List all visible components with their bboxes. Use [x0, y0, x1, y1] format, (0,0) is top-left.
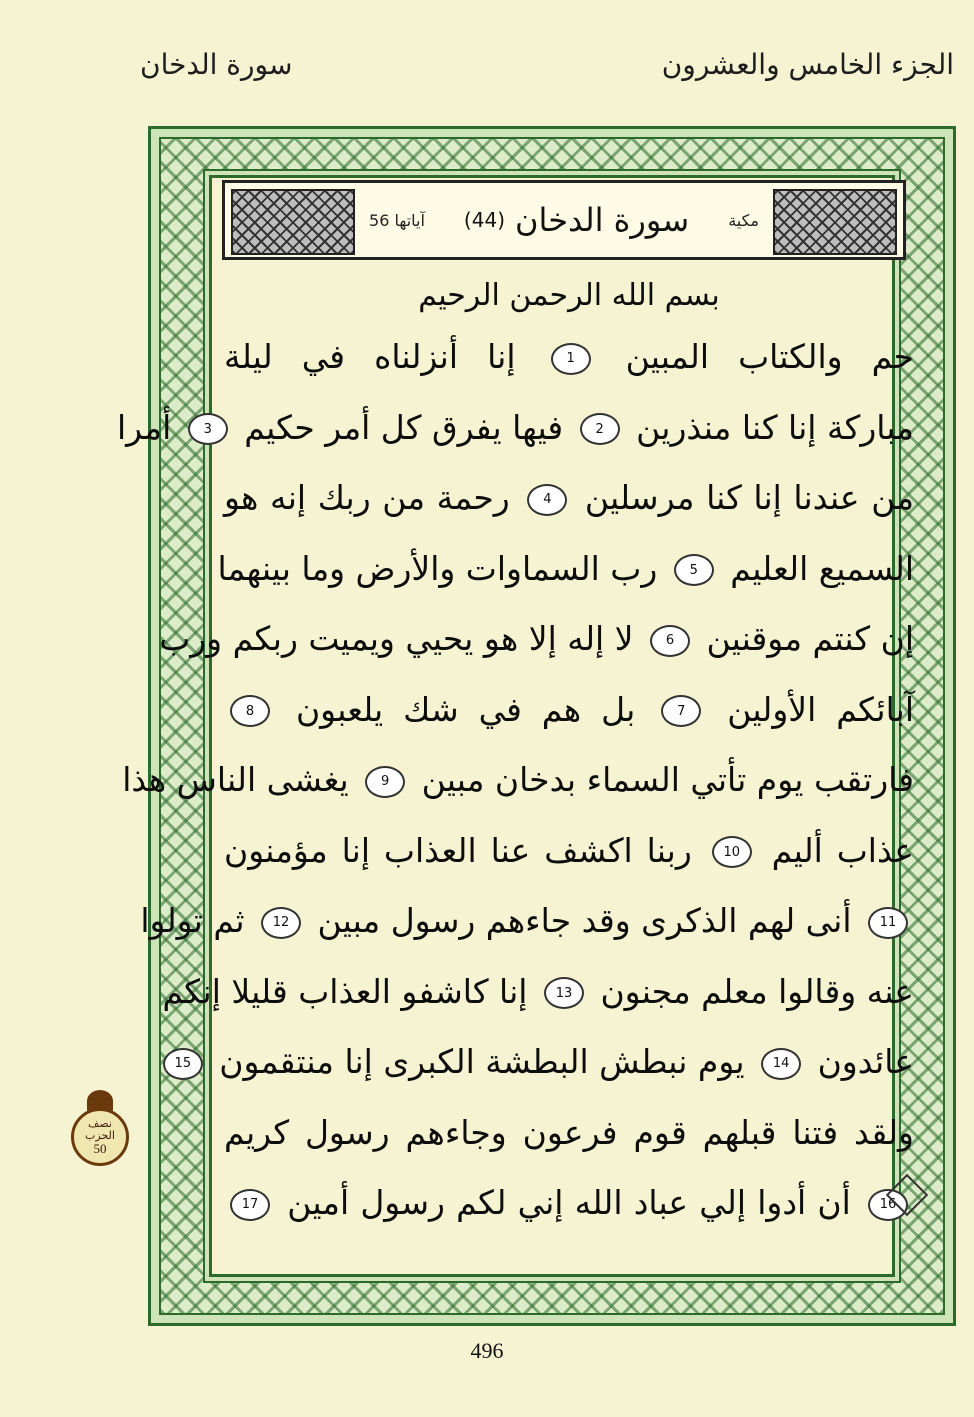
verse-text: أمرا	[117, 407, 182, 447]
ayah-number-marker: 10	[712, 836, 752, 868]
banner-ornament-left	[231, 189, 355, 255]
juz-header: الجزء الخامس والعشرون	[661, 48, 954, 81]
verse-lines	[117, 322, 914, 1239]
verse-text: مباركة إنا كنا منذرين	[625, 407, 914, 447]
ayah-number-marker: 2	[580, 413, 620, 445]
basmala: بسم الله الرحمن الرحيم	[418, 278, 720, 313]
revelation-type: مكية	[728, 210, 759, 230]
surah-number-value: 44	[471, 208, 498, 232]
verse-line	[117, 393, 914, 464]
verse-text: ثم تولوا	[140, 901, 255, 940]
verse-text: أن أدوا إلي عباد الله إني لكم رسول أمين	[276, 1183, 862, 1222]
verse-text: ولقد فتنا قبلهم قوم فرعون وجاءهم رسول كريم	[224, 1112, 914, 1152]
surah-title-text: سورة الدخان	[515, 201, 690, 239]
verse-line	[224, 675, 914, 746]
verse-text: آبائكم الأولين	[707, 689, 914, 729]
ayah-number-marker: 9	[365, 766, 405, 798]
ayah-number-marker: 3	[188, 413, 228, 445]
hizb-medallion	[71, 1108, 129, 1166]
ayah-number-marker: 16	[868, 1189, 908, 1221]
verse-text: فيها يفرق كل أمر حكيم	[233, 407, 574, 447]
ayah-number-marker: 1	[551, 343, 591, 375]
verse-text: يغشى الناس هذا	[122, 760, 360, 799]
surah-number: (44)	[463, 208, 505, 232]
verse-line	[174, 1027, 914, 1098]
ayah-number-marker: 15	[163, 1048, 203, 1080]
ayah-number-marker: 13	[544, 977, 584, 1009]
verse-line	[224, 1098, 914, 1169]
hizb-number: 50	[93, 1140, 107, 1156]
ayah-number-marker: 11	[868, 907, 908, 939]
banner-center	[355, 187, 773, 253]
verse-line	[140, 886, 914, 957]
verse-text: فارتقب يوم تأتي السماء بدخان مبين	[411, 760, 914, 799]
verse-text: إنا كاشفو العذاب قليلا إنكم	[162, 971, 538, 1011]
verse-text: أنى لهم الذكرى وقد جاءهم رسول مبين	[307, 901, 862, 940]
verse-text: عنه وقالوا معلم مجنون	[589, 971, 914, 1011]
verse-text: ربنا اكشف عنا العذاب إنا مؤمنون	[224, 830, 706, 870]
verse-line	[224, 322, 914, 393]
verse-text: عذاب أليم	[757, 830, 914, 870]
hizb-label-bottom: الحزب	[85, 1128, 115, 1142]
hizb-label-top: نصف	[88, 1116, 112, 1130]
ayah-number-marker: 5	[674, 554, 714, 586]
verse-text: من عندنا إنا كنا مرسلين	[573, 478, 914, 517]
ayah-count: آياتها 56	[369, 210, 425, 230]
surah-banner	[222, 180, 906, 260]
verse-line	[224, 463, 914, 534]
verse-text: بل هم في شك يلعبون	[276, 689, 656, 729]
page-number: 496	[470, 1338, 504, 1363]
ayah-number-marker: 6	[650, 625, 690, 657]
ayah-number-marker: 17	[230, 1189, 270, 1221]
verse-line	[162, 957, 914, 1028]
hizb-marker	[60, 1090, 140, 1190]
verse-text: رب السماوات والأرض وما بينهما	[217, 548, 668, 588]
ayah-number-marker: 4	[527, 484, 567, 516]
ayah-number-marker: 14	[761, 1048, 801, 1080]
verse-text: عائدون	[807, 1042, 914, 1081]
verse-text: رحمة من ربك إنه هو	[224, 478, 522, 517]
verse-line	[122, 745, 914, 816]
ayah-number-marker: 12	[261, 907, 301, 939]
verse-text: لا إله إلا هو يحيي ويميت ربكم ورب	[159, 619, 644, 658]
verse-text: حم والكتاب المبين	[596, 337, 914, 376]
ayah-number-marker: 7	[661, 695, 701, 727]
ayah-number-marker: 8	[230, 695, 270, 727]
surah-title	[464, 201, 689, 239]
verse-line	[217, 534, 914, 605]
verse-line	[224, 1168, 914, 1239]
banner-ornament-right	[773, 189, 897, 255]
verse-text: يوم نبطش البطشة الكبرى إنا منتقمون	[208, 1042, 756, 1081]
verse-text: إنا أنزلناه في ليلة	[224, 337, 545, 376]
verse-line	[159, 604, 914, 675]
verse-text: السميع العليم	[719, 548, 914, 588]
verse-text: إن كنتم موقنين	[696, 619, 914, 658]
verse-line	[224, 816, 914, 887]
surah-header: سورة الدخان	[140, 48, 293, 81]
quran-text	[117, 270, 914, 1239]
